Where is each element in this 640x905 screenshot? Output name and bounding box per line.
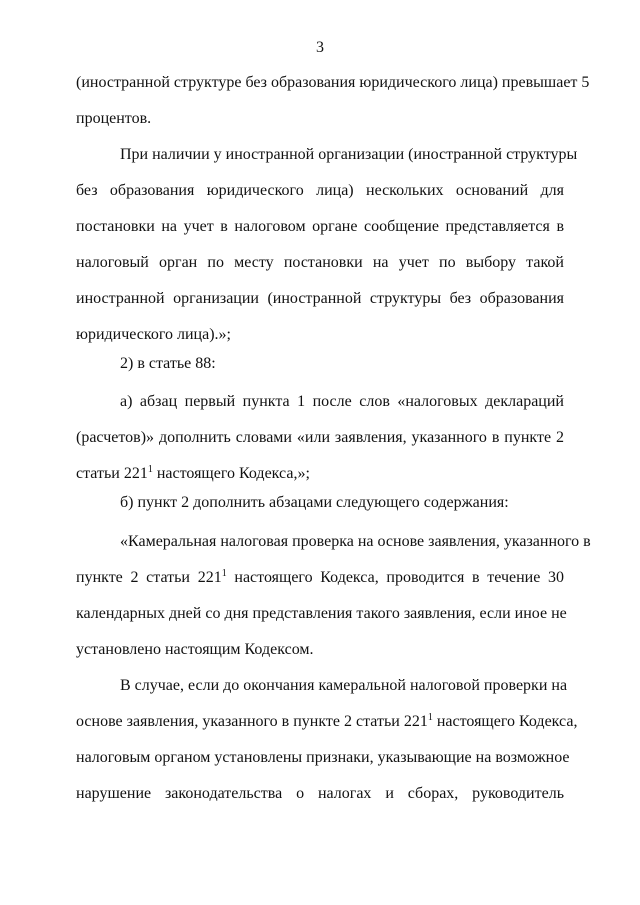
text-line: процентов. xyxy=(76,110,152,127)
text-fragment: настоящего Кодекса,»; xyxy=(152,465,310,482)
text-line: налоговый орган по месту постановки на учет по выбору такой xyxy=(76,254,564,271)
text-line: календарных дней со дня представления такого заявления, если иное не xyxy=(76,605,567,622)
paragraph-first-line: а) абзац первый пункта 1 после слов «налоговых деклараций xyxy=(120,393,564,410)
text-line xyxy=(76,568,564,588)
paragraph-first-line: б) пункт 2 дополнить абзацами следующего содержания: xyxy=(120,494,509,511)
document-page xyxy=(76,0,591,905)
page-number: 3 xyxy=(316,39,324,56)
text-line: налоговым органом установлены признаки, указывающие на возможное xyxy=(76,749,570,766)
text-fragment: настоящего Кодекса, xyxy=(432,713,578,730)
text-line: установлено настоящим Кодексом. xyxy=(76,641,314,658)
text-line: юридического лица).»; xyxy=(76,326,231,343)
text-line xyxy=(76,464,564,484)
text-line: (расчетов)» дополнить словами «или заявления, указанного в пункте 2 xyxy=(76,429,564,446)
text-line: (иностранной структуре без образования юридического лица) превышает 5 xyxy=(76,74,590,91)
text-line xyxy=(76,712,578,732)
text-line: иностранной организации (иностранной структуры без образования xyxy=(76,290,564,307)
text-line: нарушение законодательства о налогах и сборах, руководитель xyxy=(76,785,564,802)
text-fragment: основе заявления, указанного в пункте 2 статьи 221 xyxy=(76,713,428,730)
paragraph-first-line: В случае, если до окончания камеральной налоговой проверки на xyxy=(120,677,568,694)
paragraph-first-line: «Камеральная налоговая проверка на основе заявления, указанного в xyxy=(120,533,591,550)
text-fragment: пункте 2 статьи 221 xyxy=(76,569,222,586)
text-fragment: статьи 221 xyxy=(76,465,148,482)
text-fragment: настоящего Кодекса, проводится в течение 30 xyxy=(226,569,565,586)
paragraph-first-line: При наличии у иностранной организации (иностранной структуры xyxy=(120,146,578,163)
superscript: 1 xyxy=(427,712,433,723)
text-line: постановки на учет в налоговом органе сообщение представляется в xyxy=(76,218,564,235)
text-line: без образования юридического лица) нескольких оснований для xyxy=(76,182,564,199)
superscript: 1 xyxy=(221,568,227,579)
superscript: 1 xyxy=(147,464,153,475)
paragraph-first-line: 2) в статье 88: xyxy=(120,355,216,372)
